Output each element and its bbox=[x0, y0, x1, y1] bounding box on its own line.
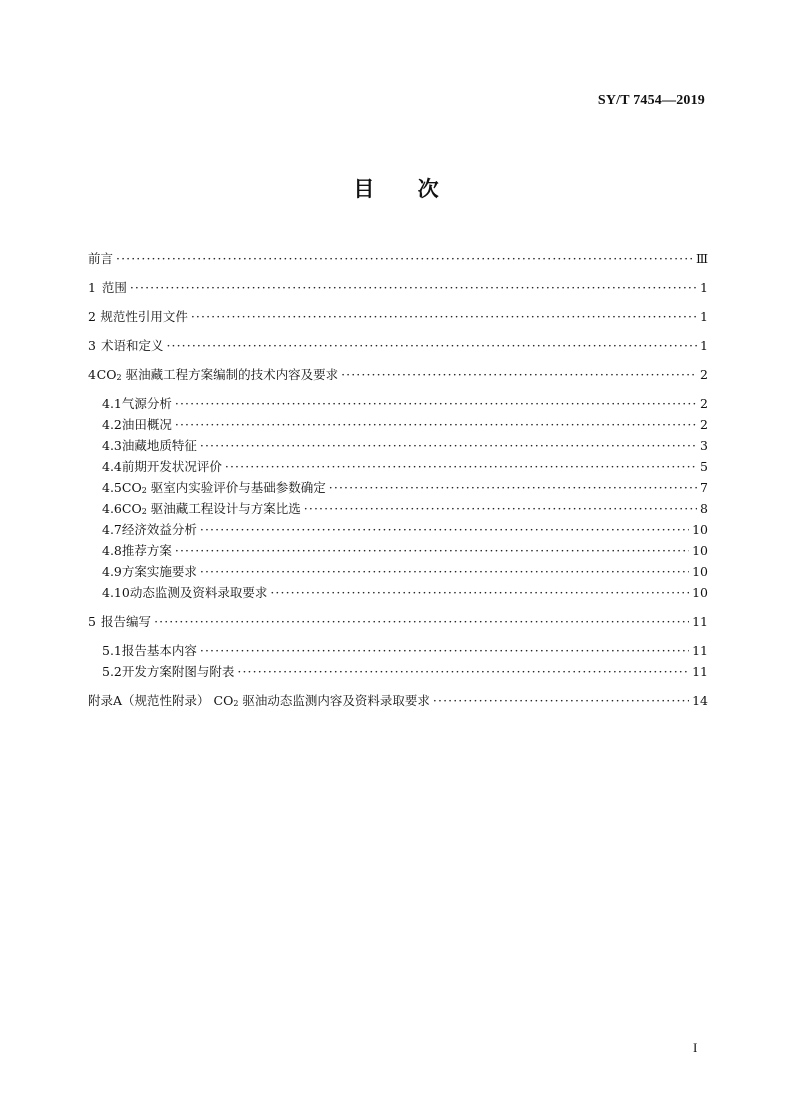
toc-entry-5-2[interactable] bbox=[102, 663, 708, 681]
toc-entry-page: 2 bbox=[700, 367, 708, 382]
toc-entry-number: 5.2 bbox=[102, 664, 122, 679]
toc-entry-number: 4.6 bbox=[102, 501, 122, 516]
toc-entry-page: 5 bbox=[700, 459, 708, 474]
toc-entry-number: 4.8 bbox=[102, 543, 122, 558]
dot-leader bbox=[175, 416, 697, 434]
co2-subscript: 2 bbox=[141, 507, 147, 516]
toc-entry-page: 10 bbox=[692, 564, 708, 579]
toc-entry-page: 8 bbox=[700, 501, 708, 516]
toc-entry-number: 3 bbox=[88, 338, 96, 353]
toc-entry-number: 2 bbox=[88, 309, 96, 324]
toc-entry-2[interactable] bbox=[88, 308, 708, 326]
annex-head: 附录A（规范性附录） bbox=[88, 693, 210, 708]
dot-leader bbox=[200, 563, 689, 581]
toc-entry-page: Ⅲ bbox=[695, 251, 708, 266]
toc-entry-label bbox=[97, 366, 338, 384]
toc-entry-annex-a[interactable] bbox=[88, 692, 708, 710]
dot-leader bbox=[175, 395, 697, 413]
page-number: I bbox=[693, 1040, 698, 1055]
toc-entry-number: 4.2 bbox=[102, 417, 122, 432]
toc-entry-label: 油田概况 bbox=[121, 417, 172, 432]
toc-entry-number: 4.3 bbox=[102, 438, 122, 453]
toc-entry-number: 4.4 bbox=[102, 459, 122, 474]
toc-entry-4-9[interactable] bbox=[102, 563, 708, 581]
toc-entry-4-2[interactable] bbox=[102, 416, 708, 434]
toc-entry-page: 1 bbox=[700, 309, 708, 324]
dot-leader bbox=[433, 692, 689, 710]
toc-entry-number: 4.10 bbox=[102, 585, 130, 600]
toc-entry-label: 动态监测及资料录取要求 bbox=[129, 585, 268, 600]
toc-entry-5[interactable] bbox=[88, 613, 708, 631]
page-title: 目 次 bbox=[353, 177, 439, 201]
toc-entry-label: 经济效益分析 bbox=[121, 522, 197, 537]
toc-entry-label bbox=[88, 692, 430, 710]
toc-entry-label: 推荐方案 bbox=[121, 543, 172, 558]
toc-entry-label bbox=[122, 500, 301, 518]
toc-entry-label: 术语和定义 bbox=[100, 338, 164, 353]
toc-entry-foreword[interactable] bbox=[88, 250, 708, 268]
toc-entry-1[interactable] bbox=[88, 279, 708, 297]
toc-entry-page: 2 bbox=[700, 417, 708, 432]
toc-entry-label-text: 驱油动态监测内容及资料录取要求 bbox=[242, 693, 430, 708]
toc-entry-number: 4.1 bbox=[102, 396, 122, 411]
toc-entry-number: 5.1 bbox=[102, 643, 122, 658]
co2-subscript: 2 bbox=[116, 373, 122, 382]
co2-formula: CO bbox=[96, 367, 117, 382]
toc-entry-page: 1 bbox=[700, 280, 708, 295]
toc-entry-4-6[interactable] bbox=[102, 500, 708, 518]
dot-leader bbox=[304, 500, 697, 518]
toc-entry-4-8[interactable] bbox=[102, 542, 708, 560]
toc-entry-label: 报告基本内容 bbox=[121, 643, 197, 658]
toc-entry-page: 1 bbox=[700, 338, 708, 353]
standard-code: SY/T 7454—2019 bbox=[597, 93, 705, 108]
toc-entry-label: 范围 bbox=[101, 280, 127, 295]
toc-entry-label: 规范性引用文件 bbox=[100, 309, 188, 324]
toc-entry-label: 油藏地质特征 bbox=[121, 438, 197, 453]
toc-entry-page: 3 bbox=[700, 438, 708, 453]
toc-entry-4-5[interactable] bbox=[102, 479, 708, 497]
toc-entry-number: 1 bbox=[88, 280, 96, 295]
dot-leader bbox=[270, 584, 689, 602]
toc-entry-4-4[interactable] bbox=[102, 458, 708, 476]
dot-leader bbox=[116, 250, 693, 268]
toc-entry-page: 10 bbox=[692, 522, 708, 537]
toc-entry-label: 报告编写 bbox=[101, 614, 152, 629]
dot-leader bbox=[175, 542, 689, 560]
co2-subscript: 2 bbox=[141, 486, 147, 495]
toc-entry-number: 4.9 bbox=[102, 564, 122, 579]
toc-entry-label: 开发方案附图与附表 bbox=[121, 664, 235, 679]
toc-entry-label: 气源分析 bbox=[121, 396, 172, 411]
dot-leader bbox=[237, 663, 689, 681]
toc-entry-4-3[interactable] bbox=[102, 437, 708, 455]
dot-leader bbox=[191, 308, 697, 326]
toc-entry-page: 11 bbox=[692, 614, 708, 629]
dot-leader bbox=[200, 642, 689, 660]
toc-entry-page: 2 bbox=[700, 396, 708, 411]
toc-entry-label-text: 驱室内实验评价与基础参数确定 bbox=[150, 480, 326, 495]
toc-entry-page: 11 bbox=[692, 664, 708, 679]
toc-entry-4-1[interactable] bbox=[102, 395, 708, 413]
toc-entry-label-text: 驱油藏工程设计与方案比选 bbox=[150, 501, 301, 516]
dot-leader bbox=[166, 337, 697, 355]
dot-leader bbox=[329, 479, 697, 497]
toc-entry-4-10[interactable] bbox=[102, 584, 708, 602]
toc-entry-page: 14 bbox=[692, 693, 708, 708]
dot-leader bbox=[225, 458, 697, 476]
toc-entry-label bbox=[122, 479, 326, 497]
toc-entry-5-1[interactable] bbox=[102, 642, 708, 660]
toc-entry-3[interactable] bbox=[88, 337, 708, 355]
toc-entry-number: 5 bbox=[88, 614, 96, 629]
toc-entry-page: 7 bbox=[700, 480, 708, 495]
toc-entry-number: 4.5 bbox=[102, 480, 122, 495]
toc-entry-page: 11 bbox=[692, 643, 708, 658]
co2-formula: CO bbox=[121, 501, 142, 516]
toc-entry-label: 前期开发状况评价 bbox=[121, 459, 222, 474]
toc-entry-number: 4.7 bbox=[102, 522, 122, 537]
toc-entry-4[interactable] bbox=[88, 366, 708, 384]
dot-leader bbox=[130, 279, 697, 297]
toc-entry-4-7[interactable] bbox=[102, 521, 708, 539]
toc-entry-label-text: 驱油藏工程方案编制的技术内容及要求 bbox=[125, 367, 339, 382]
dot-leader bbox=[341, 366, 697, 384]
dot-leader bbox=[200, 521, 689, 539]
co2-formula: CO bbox=[121, 480, 142, 495]
toc-entry-label: 前言 bbox=[88, 251, 114, 266]
dot-leader bbox=[200, 437, 697, 455]
toc-entry-number: 4 bbox=[88, 367, 96, 382]
dot-leader bbox=[154, 613, 689, 631]
toc-entry-page: 10 bbox=[692, 543, 708, 558]
co2-formula: CO bbox=[213, 693, 234, 708]
toc-entry-page: 10 bbox=[692, 585, 708, 600]
co2-subscript: 2 bbox=[233, 699, 239, 708]
toc-entry-label: 方案实施要求 bbox=[121, 564, 197, 579]
